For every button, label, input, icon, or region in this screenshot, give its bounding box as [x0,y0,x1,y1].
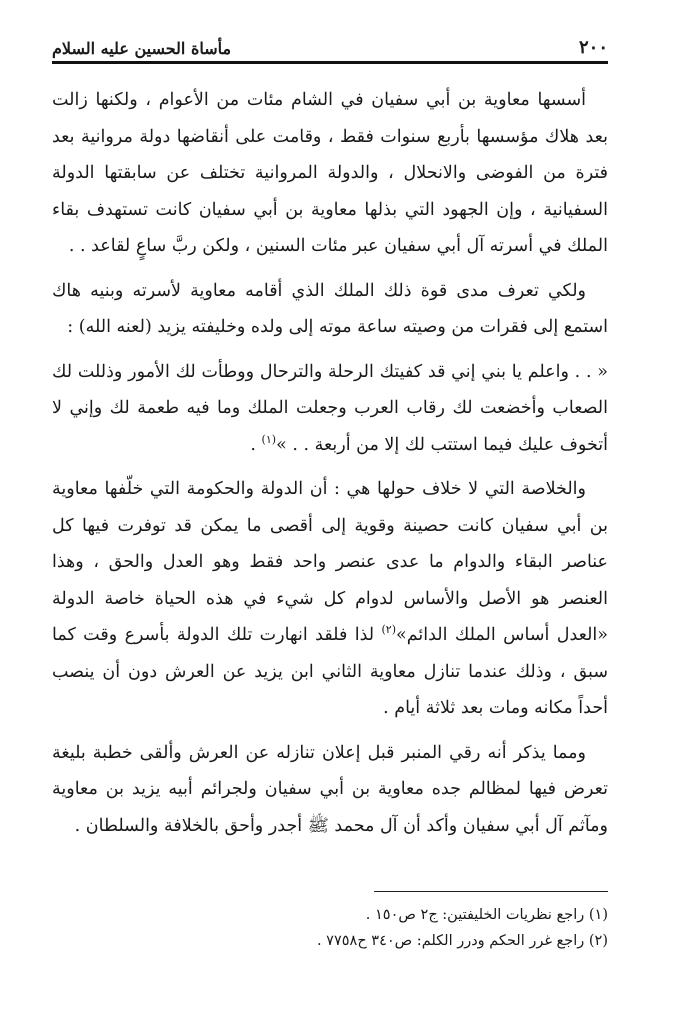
paragraph-last: ومما يذكر أنه رقي المنبر قبل إعلان تنازله عن العرش وألقى خطبة بليغة تعرض فيها لمظالم جده معاوية بن أبي سفيان ولجرائم أبيه يزيد بن معاوية ومآثم آل أبي سفيان وأكد أن آل محمد ﷺ أجدر وأحق بالخلافة والسلطان . [52,742,608,836]
footnote-divider [374,891,608,892]
footnote-ref-2[interactable]: (٢) [381,623,397,637]
footnote-ref-1[interactable]: (١) [261,432,277,446]
running-title: مأساة الحسين عليه السلام [52,39,232,58]
summary-continued: لذا فلقد انهارت تلك الدولة بأسرع وقت كما سبق ، وذلك عندما تنازل معاوية الثاني ابن يزيد عن العرش دون أن ينصب أحداً مكانه ومات بعد ثلاثة أيام . [52,625,608,718]
page-header [52,30,608,58]
summary-text: والخلاصة التي لا خلاف حولها هي : أن الدولة والحكومة التي خلّفها معاوية بن أبي سفيان كانت حصينة وقوية إلى أقصى ما يمكن قد توفرت فيها كل عناصر البقاء والدوام ما عدى عنصر واحد فقط وهو العدل والحق ، وهذا العنصر هو الأصل والأساس لدوام كل شيء في هذه الحياة خاصة الدولة «العدل أساس الملك الدائم» [52,479,608,645]
quote-paragraph [52,354,608,464]
quote-end: . [250,434,262,455]
header-rule [52,61,608,64]
paragraph-2: ولكي تعرف مدى قوة ذلك الملك الذي أقامه معاوية لأسرته وبنيه هاك استمع إلى فقرات من وصيته ساعة موته إلى ولده وخليفته يزيد (لعنه الله) : [52,280,608,337]
quote-text: « . . واعلم يا بني إني قد كفيتك الرحلة والترحال ووطأت لك الأمور وذللت لك الصعاب وأخضعت لك رقاب العرب وجعلت الملك وما فيه طعمة لك وإني لا أتخوف عليك فيما استتب لك إلا من أربعة . . » [52,361,608,455]
footnote-1: (١) راجع نظريات الخليفتين: ج٢ ص١٥٠ . [365,907,608,923]
paragraph-1: أسسها معاوية بن أبي سفيان في الشام مئات من الأعوام ، ولكنها زالت بعد هلاك مؤسسها بأربع سنوات فقط ، وقامت على أنقاضها دولة مروانية بعد فترة من الفوضى والانحلال ، والدولة المروانية تختلف عن سابقتها الدولة السفيانية ، وإن الجهود التي بذلها معاوية بن أبي سفيان كانت تستهدف بقاء الملك في أسرته آل أبي سفيان عبر مئات السنين ، ولكن ربَّ ساعٍ لقاعد . . [52,90,608,256]
footnote-2: (٢) راجع غرر الحكم ودرر الكلم: ص٣٤٠ ح٧٧٥٨ . [316,933,608,949]
footnotes [52,902,608,954]
body-text [52,82,608,852]
page-number: ٢٠٠ [578,37,608,58]
paragraph-summary [52,471,608,727]
